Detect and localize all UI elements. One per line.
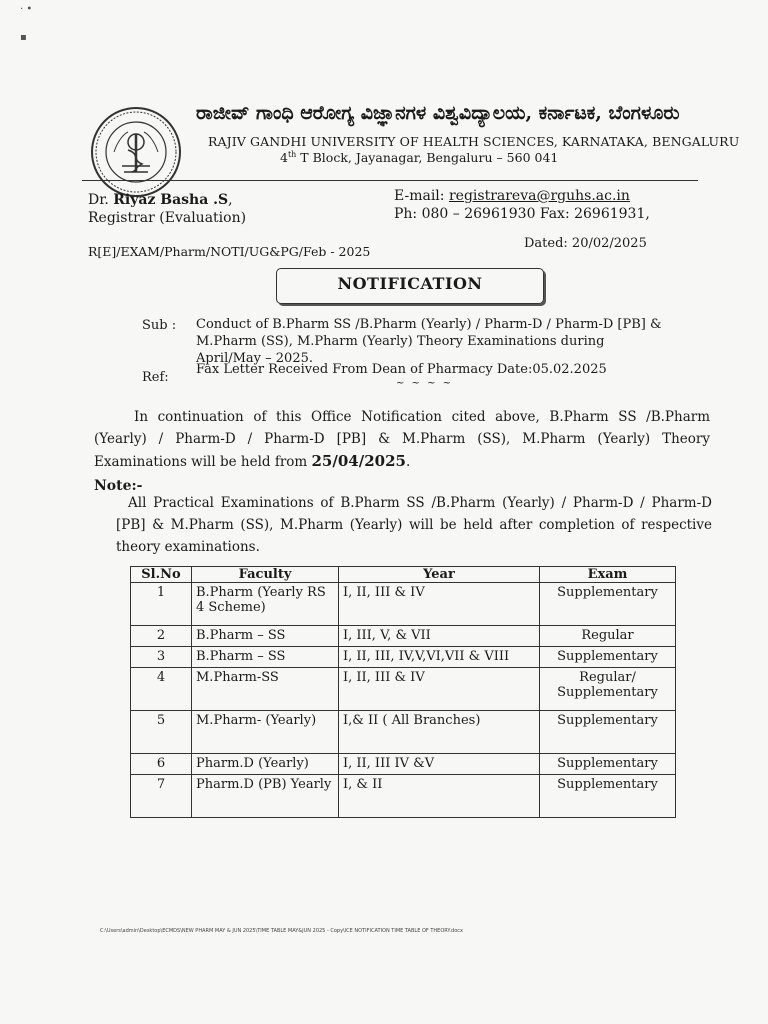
ref-label: Ref: [142,370,169,385]
university-name-kannada: ರಾಜೀವ್ ಗಾಂಧಿ ಆರೋಗ್ಯ ವಿಜ್ಞಾನಗಳ ವಿಶ್ವವಿದ್ಯಾಲಯ, ಕರ್ನಾಟಕ, ಬೆಂಗಳೂರು [196,102,680,124]
table-row: 5 M.Pharm- (Yearly) I,& II ( All Branches) Supplementary [131,711,676,754]
exam-schedule-table [130,566,676,818]
notification-box [276,268,544,304]
ref-text: Fax Letter Received From Dean of Pharmacy Date:05.02.2025 [196,362,607,377]
registrar-name: Dr. Riyaz Basha .S, [88,192,233,208]
registrar-title: Registrar (Evaluation) [88,210,247,226]
notification-title: NOTIFICATION [337,274,483,293]
university-name-english: RAJIV GANDHI UNIVERSITY OF HEALTH SCIENCES, KARNATAKA, BENGALURU [208,134,740,149]
separator-tilde: ~ ~ ~ ~ [396,378,454,389]
reference-number: R[E]/EXAM/Pharm/NOTI/UG&PG/Feb - 2025 [88,244,371,259]
table-header-row [131,567,676,583]
date-line: Dated: 20/02/2025 [524,236,647,251]
table-row: 7 Pharm.D (PB) Yearly I, & II Supplementary [131,775,676,818]
table-row: 3 B.Pharm – SS I, II, III, IV,V,VI,VII & VIII Supplementary [131,647,676,668]
contact-phone: Ph: 080 – 26961930 Fax: 26961931, [394,206,650,222]
table-row: 6 Pharm.D (Yearly) I, II, III IV &V Supplementary [131,754,676,775]
body-paragraph: In continuation of this Office Notification cited above, B.Pharm SS /B.Pharm (Yearly) / Pharm-D / Pharm-D [PB] & M.Pharm (SS), M.Pharm (Yearly) Theory Examinations will be held from 25/04/2025. [94,409,710,470]
subject-text: Conduct of B.Pharm SS /B.Pharm (Yearly) / Pharm-D / Pharm-D [PB] & M.Pharm (SS), M.Pharm (Yearly) Theory Examinations during April/May – 2025. [196,317,662,366]
header-exam: Exam [540,567,676,583]
header-year: Year [339,567,540,583]
scan-marks: · • ▪ [20,4,33,43]
note-label: Note:- [94,478,143,494]
table-row: 4 M.Pharm-SS I, II, III & IV Regular/ Supplementary [131,668,676,711]
email-link[interactable]: registrareva@rguhs.ac.in [448,188,630,204]
note-text: All Practical Examinations of B.Pharm SS /B.Pharm (Yearly) / Pharm-D / Pharm-D [PB] & M.Pharm (SS), M.Pharm (Yearly) will be held after completion of respective theory examinations. [116,495,712,555]
header-slno: Sl.No [131,567,192,583]
university-address: 4th T Block, Jayanagar, Bengaluru – 560 041 [280,150,559,166]
table-row: 2 B.Pharm – SS I, III, V, & VII Regular [131,626,676,647]
subject-label: Sub : [142,318,177,333]
header-faculty: Faculty [192,567,339,583]
university-seal-icon [88,104,184,200]
header-divider [82,180,698,181]
contact-email: E-mail: registrareva@rguhs.ac.in [394,188,630,204]
footer-file-path: C:\Users\admin\Desktop\ECMDS\NEW PHARM MAY & JUN 2025\TIME TABLE MAY&JUN 2025 - Copy\ICE NOTIFICATION TIME TABLE OF THEORY.docx [100,928,463,934]
table-row: 1 B.Pharm (Yearly RS 4 Scheme) I, II, III & IV Supplementary [131,583,676,626]
exam-start-date: 25/04/2025 [311,452,406,470]
